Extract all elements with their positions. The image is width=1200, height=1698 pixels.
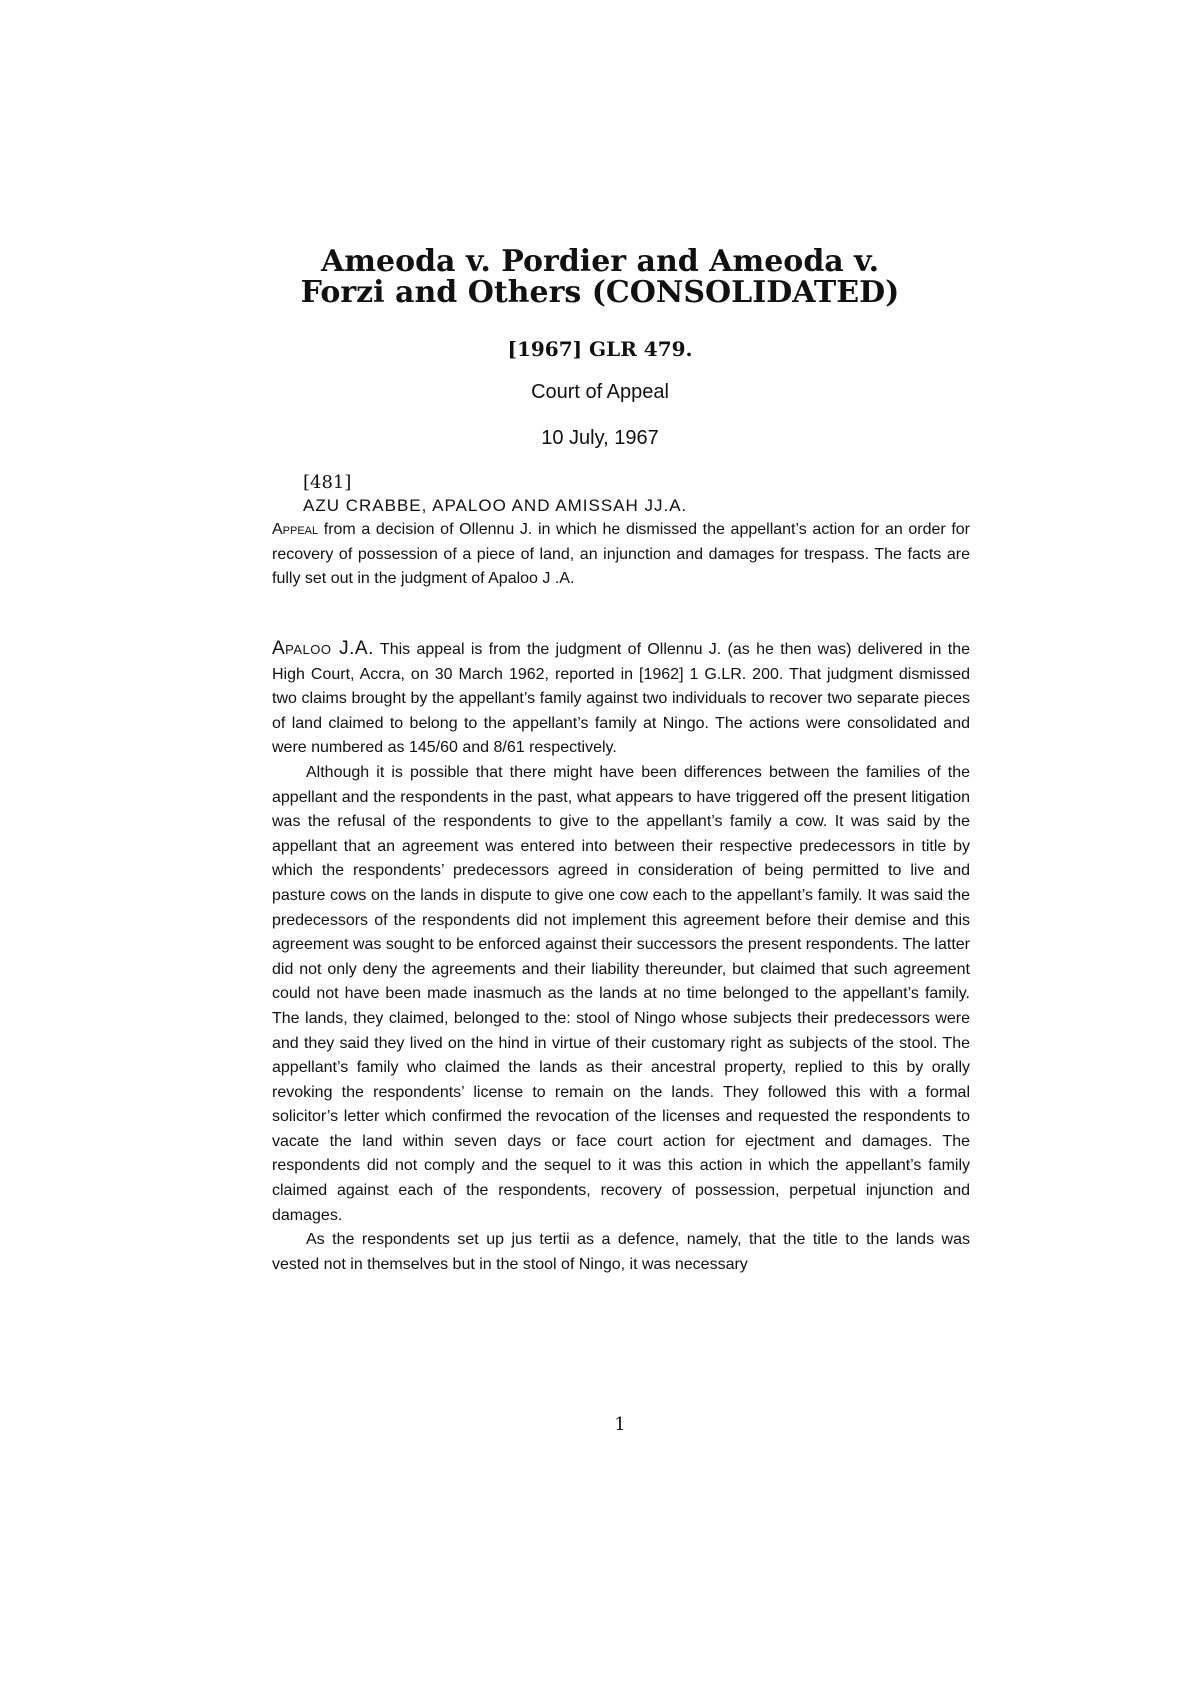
case-title-line-1: Ameoda v. Pordier and Ameoda v.: [320, 244, 880, 279]
headnote: [272, 518, 970, 592]
case-title-line-2: Forzi and Others (CONSOLIDATED): [300, 275, 900, 310]
court-name: Court of Appeal: [531, 381, 669, 403]
judgment-paragraph: As the respondents set up jus tertii as a defence, namely, that the title to the lands was vested not in themselves but in the stool of Ningo, it was necessary: [272, 1231, 970, 1273]
paragraph-text: This appeal is from the judgment of Ollennu J. (as he then was) delivered in the High Court, Accra, on 30 March 1962, reported in [1962] 1 G.LR. 200. That judgment dismissed two claims brought by the appellant’s family against two individuals to recover two separate pieces of land claimed to belong to the appellant’s family at Ningo. The actions were consolidated and were numbered as 145/60 and 8/61 respectively.: [272, 641, 971, 757]
judges-line: AZU CRABBE, APALOO AND AMISSAH JJ.A.: [303, 496, 688, 515]
page-reference: [481]: [303, 472, 352, 493]
headnote-lead: Appeal: [272, 521, 319, 538]
judgment-date: 10 July, 1967: [541, 427, 659, 449]
judge-name-lead: Apaloo J.A.: [272, 638, 374, 659]
judgment-body: [272, 637, 970, 1277]
judgment-paragraph: [272, 637, 970, 761]
case-citation: [1967] GLR 479.: [507, 337, 693, 361]
case-title: [200, 246, 1000, 308]
page-number: 1: [614, 1414, 626, 1435]
judgment-paragraph: Although it is possible that there might have been differences between the families of the appellant and the respondents in the past, what appears to have triggered off the present litigation was the refusal of the respondents to give to the appellant’s family a cow. It was said by the appellant that an agreement was entered into between their respective predecessors in title by which the respondents’ predecessors agreed in consideration of being permitted to live and pasture cows on the lands in dispute to give one cow each to the appellant’s family. It was said the predecessors of the respondents did not implement this agreement before their demise and this agreement was sought to be enforced against their successors the present respondents. The latter did not only deny the agreements and their liability thereunder, but claimed that such agreement could not have been made inasmuch as the lands at no time belonged to the appellant’s family. The lands, they claimed, belonged to the: stool of Ningo whose subjects their predecessors were and they said they lived on the hind in virtue of their customary right as subjects of the stool. The appellant’s family who claimed the lands as their ancestral property, replied to this by orally revoking the respondents’ license to remain on the lands. They followed this with a formal solicitor’s letter which confirmed the revocation of the licenses and requested the respondents to vacate the land within seven days or face court action for ejectment and damages. The respondents did not comply and the sequel to it was this action in which the appellant’s family claimed against each of the respondents, recovery of possession, perpetual injunction and damages.: [272, 763, 970, 1224]
headnote-text: from a decision of Ollennu J. in which he dismissed the appellant’s action for an order for recovery of possession of a piece of land, an injunction and damages for trespass. The facts are fully set out in the judgment of Apaloo J .A.: [272, 521, 970, 588]
